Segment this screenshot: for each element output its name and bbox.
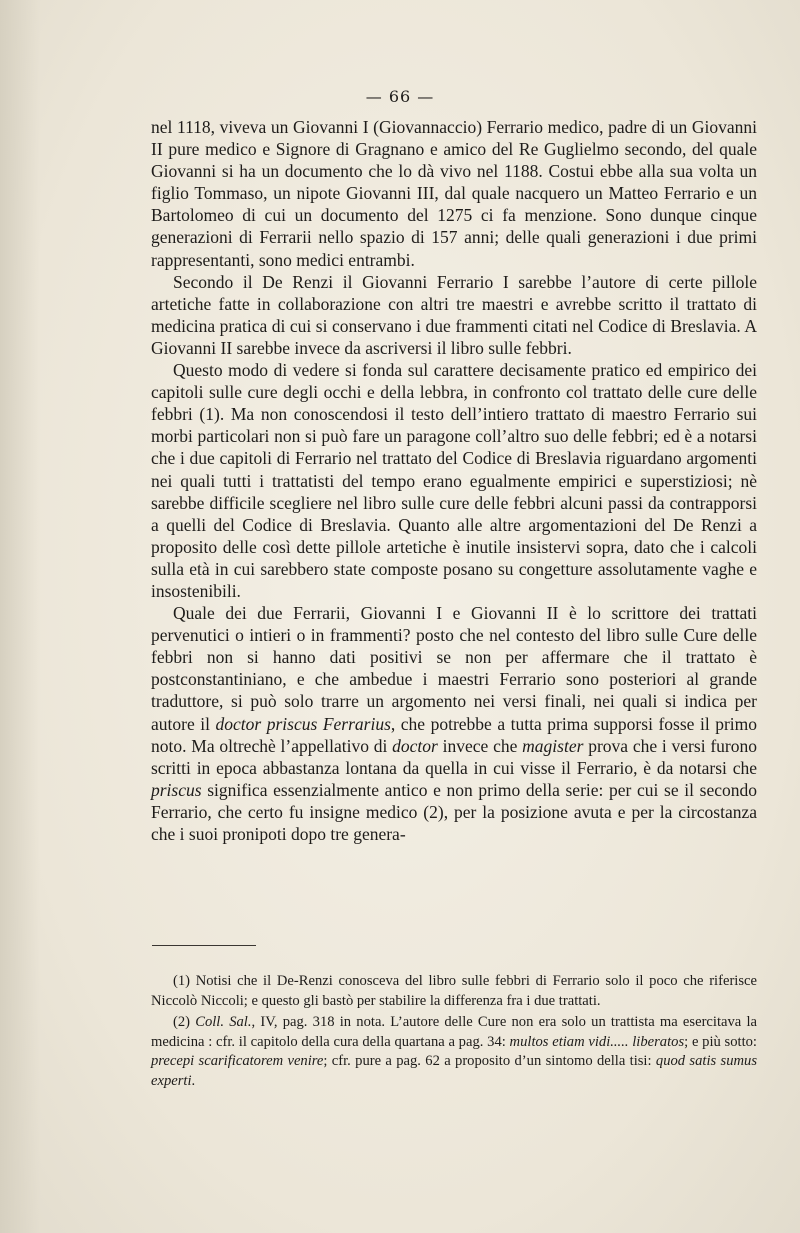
p4-italic-doctor: doctor xyxy=(392,735,438,756)
fn2-text-a: (2) xyxy=(173,1014,196,1031)
p4-italic-magister: magister xyxy=(522,735,584,756)
fn2-italic-quod-satis: quod satis sumus experti xyxy=(151,1053,758,1089)
p4-text-a: Quale dei due Ferrarii, Giovanni I e Giovanni II è lo scrittore dei trattati pervenutici o intieri o in frammenti? posto che nel contesto del libro sulle Cure delle febbri non si hanno dati positivi se non per affermare che il trattato è postconstantiniano, e che ambedue i maestri Ferrario sono posteriori al grande traduttore, si può solo trarre un argomento nei versi finali, nei quali si indica per autore il xyxy=(151,603,757,734)
footnote-1: (1) Notisi che il De-Renzi conosceva del libro sulle febbri di Ferrario solo il poco che riferisce Niccolò Niccoli; e questo gli bastò per stabilire la differenza fra i due trattati. xyxy=(151,973,757,1009)
fn2-text-g: ; cfr. pure a pag. 62 a proposito d’un sintomo della tisi: xyxy=(323,1053,656,1070)
fn2-italic-precepi: precepi scarificatorem venire xyxy=(151,1053,324,1070)
paragraph-3: Questo modo di vedere si fonda sul carattere decisamente pratico ed empirico dei capitoli sulle cure degli occhi e della lebbra, in confronto col trattato delle cure delle febbri (1). Ma non conoscendosi il testo dell’intiero trattato di maestro Ferrario sui morbi particolari non si può fare un paragone coll’altro suo delle febbri; ed è a notarsi che i due capitoli di Ferrario nel trattato del Codice di Breslavia riguardano argomenti nei quali tutti i trattatisti del tempo erano egualmente empirici e superstiziosi; nè sarebbe difficile scegliere nel libro sulle cure delle febbri alcuni passi da contrapporsi a quelli del Codice di Breslavia. Quanto alle altre argomentazioni del De Renzi a proposito delle così dette pillole artetiche è inutile insistervi sopra, dato che i calcoli sulla età in cui sarebbero state composte posano su congetture assolutamente vaghe e insostenibili. xyxy=(151,360,757,601)
footnote-divider xyxy=(152,945,256,946)
p4-text-i: significa essenzialmente antico e non primo della serie: per cui se il secondo Ferrario, che certo fu insigne medico (2), per la posizione avuta e per la circostanza che i suoi pronipoti dopo tre genera- xyxy=(151,779,757,844)
main-text xyxy=(151,116,757,845)
p4-text-e: invece che xyxy=(437,735,523,756)
paragraph-2: Secondo il De Renzi il Giovanni Ferrario I sarebbe l’autore di certe pillole artetiche fatte in collaborazione con altri tre maestri e avrebbe scritto il trattato di medicina pratica di cui si conservano i due frammenti citati nel Codice di Breslavia. A Giovanni II sarebbe invece da ascriversi il libro sulle febbri. xyxy=(151,271,757,358)
page-number: — 66 — xyxy=(365,87,435,106)
fn2-italic-multos: multos etiam vidi..... liberatos xyxy=(509,1033,685,1050)
p4-italic-doctor-priscus: doctor priscus Ferrarius xyxy=(215,713,391,734)
fn2-text-c: , IV, pag. 318 in nota. L’autore delle Cure non era solo un trattista ma esercitava la medicina : cfr. il capitolo della cura della quartana a pag. 34: xyxy=(151,1014,758,1050)
fn2-text-i: . xyxy=(191,1072,196,1089)
fn2-italic-coll-sal: Coll. Sal. xyxy=(195,1014,252,1031)
paragraph-1: nel 1118, viveva un Giovanni I (Giovannaccio) Ferrario medico, padre di un Giovanni II pure medico e Signore di Gragnano e amico del Re Guglielmo secondo, del quale Giovanni si ha un documento che lo dà vivo nel 1188. Costui ebbe alla sua volta un figlio Tommaso, un nipote Giovanni III, dal quale nacquero un Matteo Ferrario e un Bartolomeo di cui un documento del 1275 ci fa menzione. Sono dunque cinque generazioni di Ferrarii nello spazio di 157 anni; delle quali generazioni i due primi rappresentanti, sono medici entrambi. xyxy=(151,117,757,270)
footnotes xyxy=(151,972,757,1094)
page-edge-shadow xyxy=(0,0,40,1233)
p4-text-c: , che potrebbe a tutta prima supporsi fosse il primo noto. Ma oltrechè l’appellativo di xyxy=(151,713,758,756)
paragraph-4 xyxy=(151,602,757,845)
p4-italic-priscus: priscus xyxy=(151,779,202,800)
p4-text-g: prova che i versi furono scritti in epoca abbastanza lontana da quella in cui visse il Ferrario, è da notarsi che xyxy=(151,735,757,778)
footnote-2 xyxy=(151,1013,757,1091)
fn2-text-e: ; e più sotto: xyxy=(684,1033,757,1050)
